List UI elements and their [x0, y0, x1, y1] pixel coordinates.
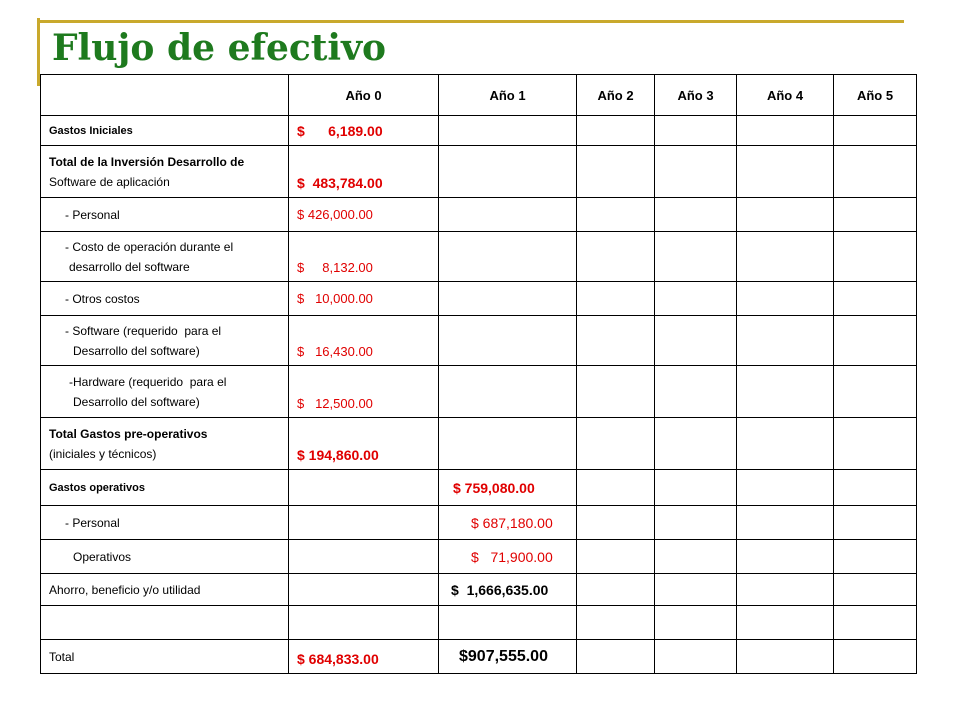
cell-year-1: $ 71,900.00 [439, 540, 577, 574]
row-software [41, 316, 917, 366]
row-label-line1: Total de la Inversión Desarrollo de [49, 154, 245, 169]
row-label: Gastos Iniciales [41, 116, 289, 146]
row-label-line1: -Hardware (requerido para el [69, 374, 227, 389]
row-label [41, 146, 289, 198]
row-label-line2: Desarrollo del software) [73, 394, 200, 409]
row-label: Operativos [41, 540, 289, 574]
row-label: - Personal [41, 506, 289, 540]
row-label-line1: - Software (requerido para el [65, 323, 222, 338]
page-title: Flujo de efectivo [52, 27, 387, 69]
row-label-line2: Desarrollo del software) [73, 343, 200, 358]
header-empty [41, 75, 289, 116]
cell-year-0: $ 684,833.00 [289, 640, 439, 674]
header-year-2: Año 2 [577, 75, 655, 116]
row-label-line1: Total Gastos pre-operativos [49, 426, 208, 441]
row-label [41, 232, 289, 282]
cell-year-0: $ 6,189.00 [289, 116, 439, 146]
cell-year-0: $ 426,000.00 [289, 198, 439, 232]
row-op-personal [41, 506, 917, 540]
cell-year-1: $ 1,666,635.00 [439, 574, 577, 606]
row-label [41, 418, 289, 470]
row-total [41, 640, 917, 674]
row-label-line2: (iniciales y técnicos) [49, 446, 157, 461]
row-label-line2: desarrollo del software [69, 259, 190, 274]
header-row [41, 75, 917, 116]
row-label: Ahorro, beneficio y/o utilidad [41, 574, 289, 606]
row-hardware [41, 366, 917, 418]
cell-year-0: $ 16,430.00 [289, 316, 439, 366]
row-total-inversion [41, 146, 917, 198]
row-label-line2: Software de aplicación [49, 174, 170, 189]
row-label-line1: - Costo de operación durante el [65, 239, 234, 254]
row-personal [41, 198, 917, 232]
row-total-preoperativos [41, 418, 917, 470]
title-accent-horizontal [37, 20, 904, 23]
row-label: - Personal [41, 198, 289, 232]
cell-year-1: $ 687,180.00 [439, 506, 577, 540]
row-otros-costos [41, 282, 917, 316]
header-year-3: Año 3 [655, 75, 737, 116]
cell-year-0: $ 483,784.00 [289, 146, 439, 198]
row-costo-operacion [41, 232, 917, 282]
cell-year-0: $ 12,500.00 [289, 366, 439, 418]
row-label [41, 316, 289, 366]
cell-year-0: $ 8,132.00 [289, 232, 439, 282]
header-year-0: Año 0 [289, 75, 439, 116]
header-year-1: Año 1 [439, 75, 577, 116]
row-operativos [41, 540, 917, 574]
row-label: Gastos operativos [41, 470, 289, 506]
cell-year-0: $ 10,000.00 [289, 282, 439, 316]
cash-flow-table [40, 74, 917, 674]
row-gastos-operativos [41, 470, 917, 506]
row-gastos-iniciales [41, 116, 917, 146]
row-empty [41, 606, 917, 640]
row-label: - Otros costos [41, 282, 289, 316]
row-label [41, 366, 289, 418]
header-year-5: Año 5 [834, 75, 917, 116]
cell-year-1: $ 759,080.00 [439, 470, 577, 506]
cell-year-0: $ 194,860.00 [289, 418, 439, 470]
row-label: Total [41, 640, 289, 674]
header-year-4: Año 4 [737, 75, 834, 116]
row-ahorro [41, 574, 917, 606]
cell-year-1: $907,555.00 [439, 640, 577, 674]
